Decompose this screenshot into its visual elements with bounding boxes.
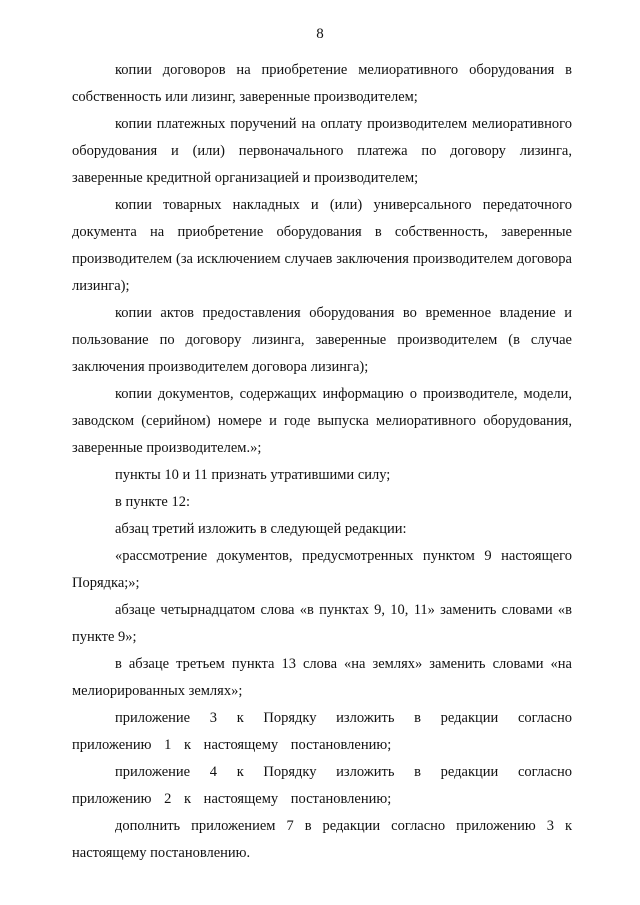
paragraph-acts-copies: копии актов предоставления оборудования во временное владение и пользование по договору лизинга, заверенные производителем (в случае заключения производителем договора лизинга);: [72, 305, 572, 375]
paragraph-appendix-7: дополнить приложением 7 в редакции согласно приложению 3 к настоящему постановлению.: [72, 818, 572, 861]
paragraph-appendix-4: приложение 4 к Порядку изложить в редакции согласно приложению 2 к настоящему постановлению;: [72, 764, 572, 807]
paragraph-fourteenth-clause: абзаце четырнадцатом слова «в пунктах 9, 10, 11» заменить словами «в пункте 9»;: [72, 602, 572, 645]
paragraph-invoices-copies: копии товарных накладных и (или) универсального передаточного документа на приобретение оборудования в собственность, заверенные производителем (за исключением случаев заключения производителем договора лизинга);: [72, 197, 572, 294]
paragraph-document-review: «рассмотрение документов, предусмотренных пунктом 9 настоящего Порядка;»;: [72, 548, 572, 591]
paragraph-manufacturer-info-copies: копии документов, содержащих информацию о производителе, модели, заводском (серийном) номере и годе выпуска мелиоративного оборудования, заверенные производителем.»;: [72, 386, 572, 456]
paragraph-appendix-3: приложение 3 к Порядку изложить в редакции согласно приложению 1 к настоящему постановлению;: [72, 710, 572, 753]
paragraph-payment-orders-copies: копии платежных поручений на оплату производителем мелиоративного оборудования и (или) первоначального платежа по договору лизинга, заверенные кредитной организацией и производителем;: [72, 116, 572, 186]
paragraph-points-repealed: пункты 10 и 11 признать утратившими силу;: [115, 467, 391, 483]
paragraph-point-12: в пункте 12:: [115, 494, 191, 510]
paragraph-point-13: в абзаце третьем пункта 13 слова «на землях» заменить словами «на мелиорированных землях»;: [72, 656, 572, 699]
paragraph-contracts-copies: копии договоров на приобретение мелиоративного оборудования в собственность или лизинг, заверенные производителем;: [72, 62, 572, 105]
document-body: [72, 57, 572, 867]
paragraph-third-clause: абзац третий изложить в следующей редакции:: [115, 521, 407, 537]
page-number: 8: [316, 26, 324, 42]
